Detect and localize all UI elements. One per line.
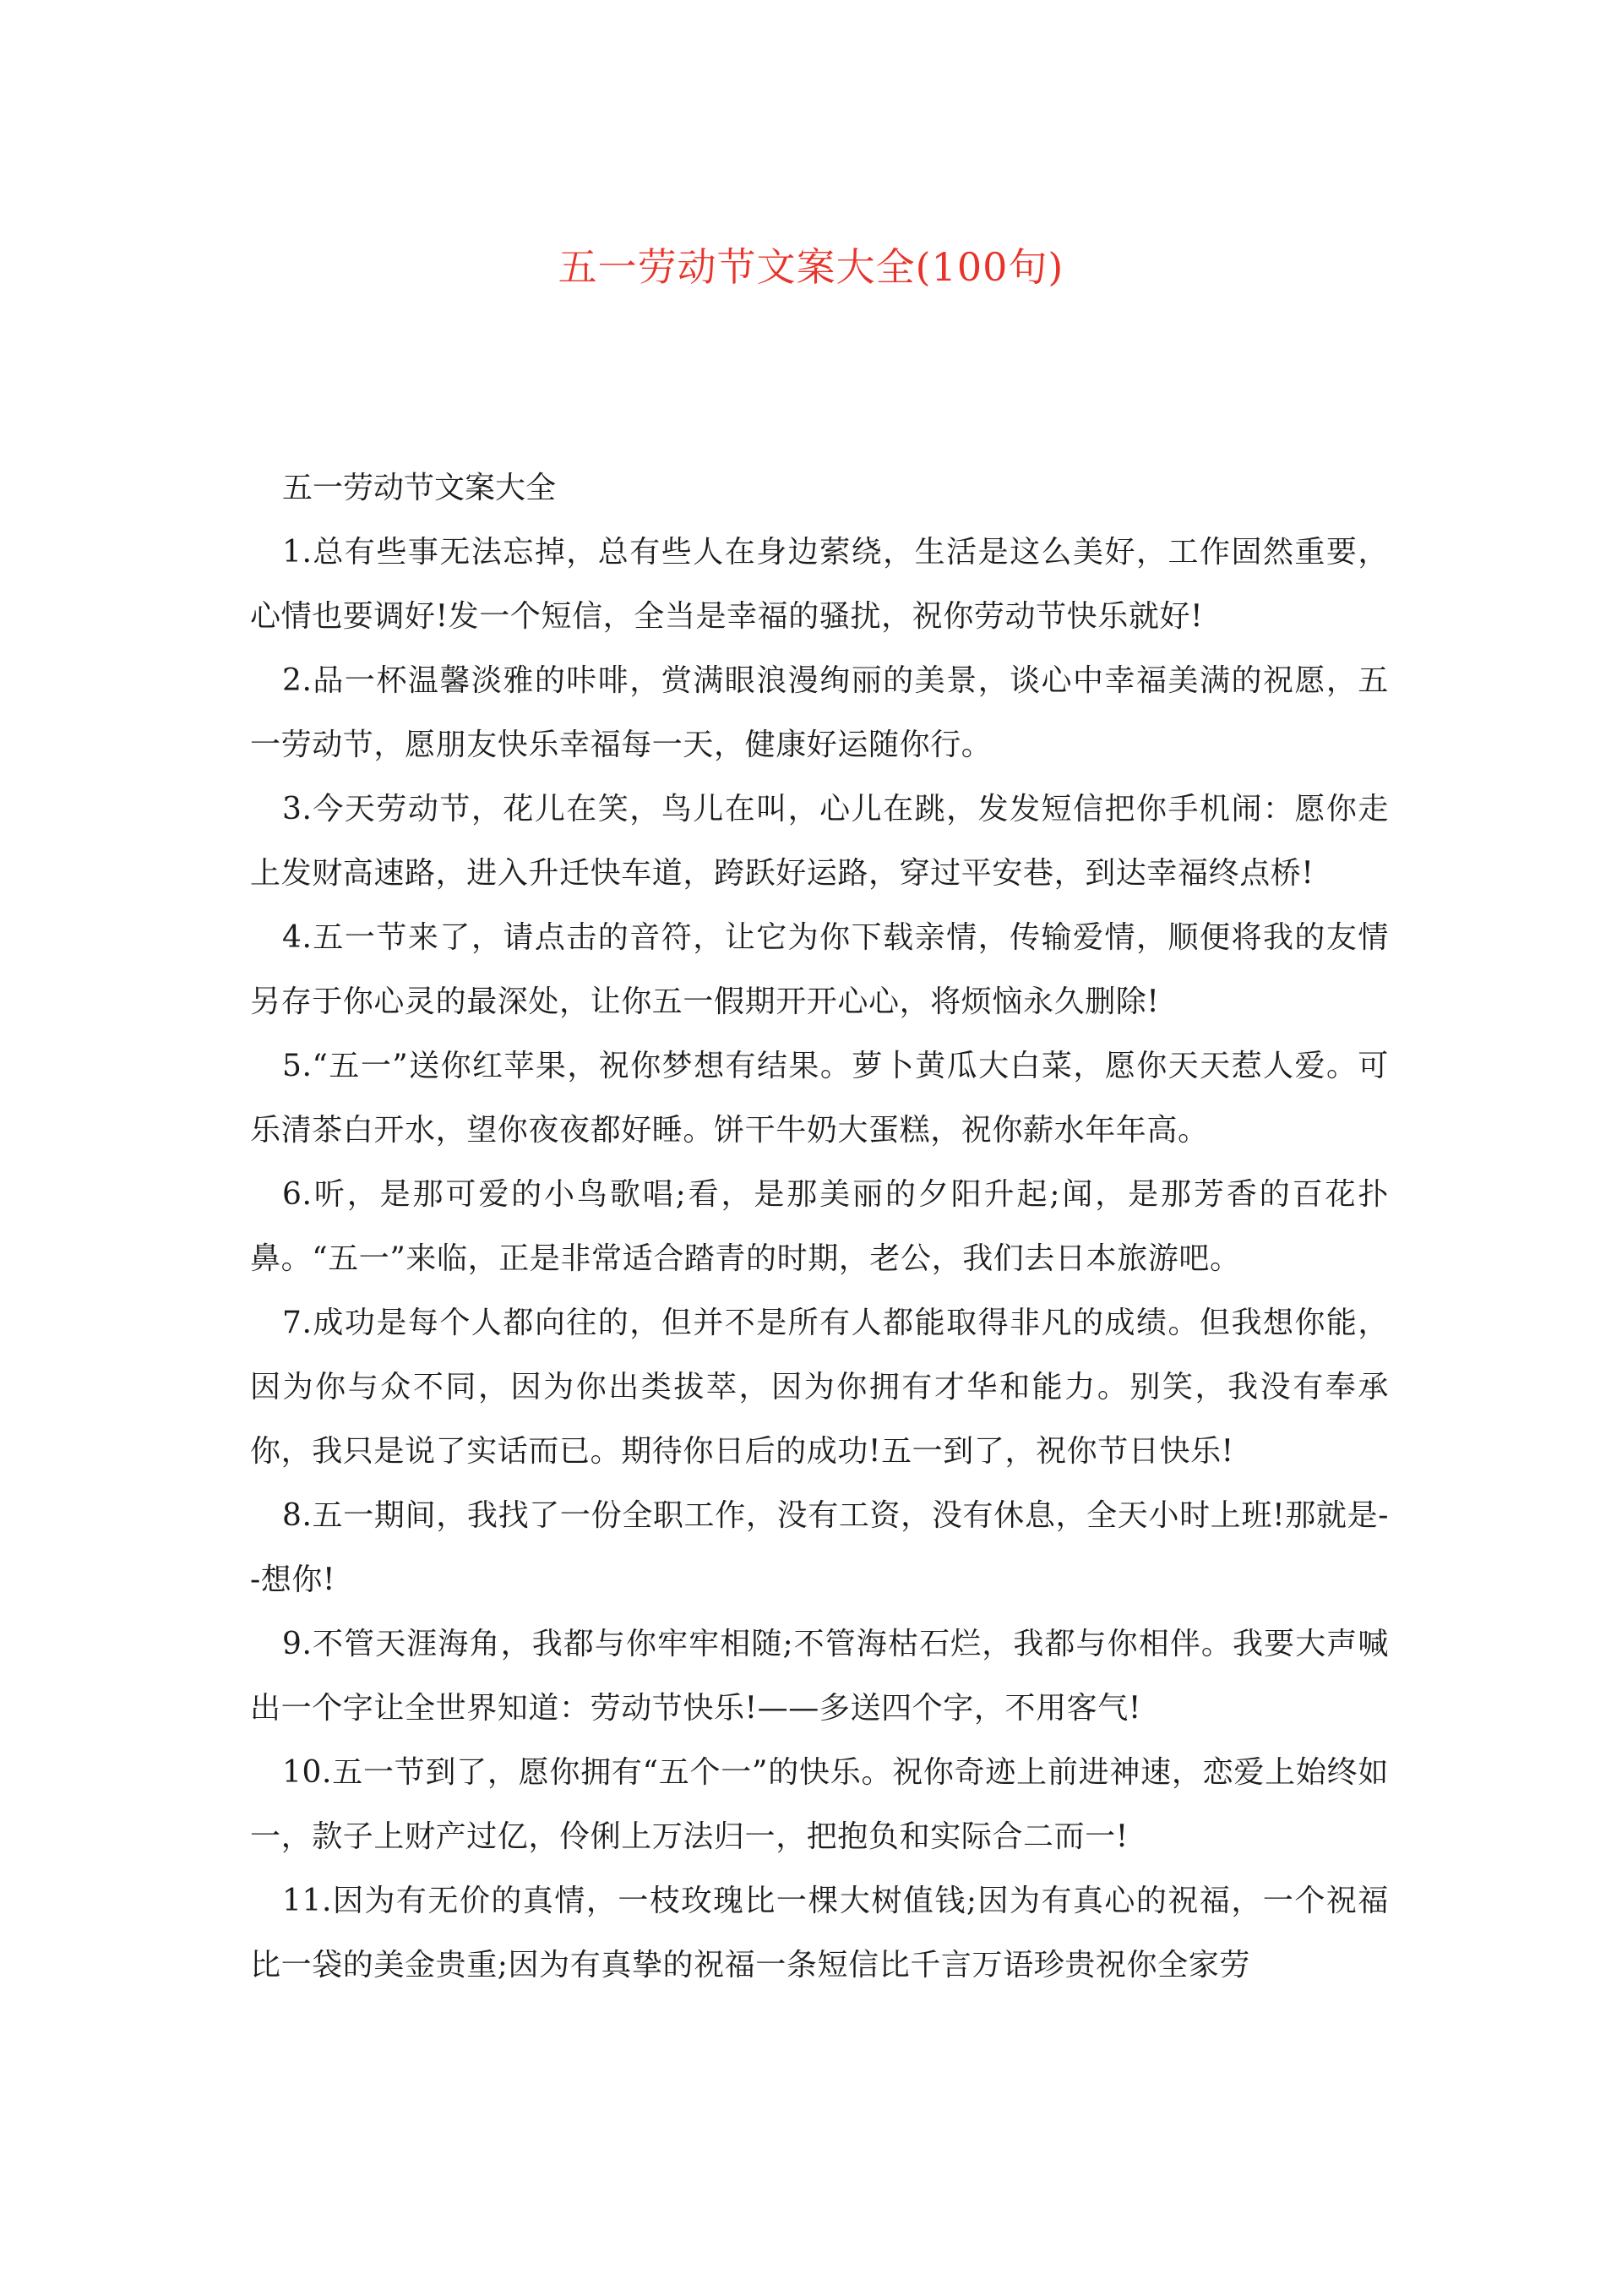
- document-body: [250, 456, 1389, 1998]
- list-item: 11.因为有无价的真情，一枝玫瑰比一棵大树值钱;因为有真心的祝福，一个祝福比一袋的美金贵重;因为有真挚的祝福一条短信比千言万语珍贵祝你全家劳: [250, 1884, 1389, 1982]
- document-title: 五一劳动节文案大全(100句): [558, 244, 1064, 290]
- list-item: 1.总有些事无法忘掉，总有些人在身边萦绕，生活是这么美好，工作固然重要，心情也要调好!发一个短信，全当是幸福的骚扰，祝你劳动节快乐就好!: [250, 535, 1389, 634]
- list-item: 9.不管天涯海角，我都与你牢牢相随;不管海枯石烂，我都与你相伴。我要大声喊出一个字让全世界知道：劳动节快乐!——多送四个字，不用客气!: [250, 1627, 1389, 1726]
- list-item: 4.五一节来了，请点击的音符，让它为你下载亲情，传输爱情，顺便将我的友情另存于你心灵的最深处，让你五一假期开开心心，将烦恼永久删除!: [250, 920, 1389, 1019]
- section-heading: 五一劳动节文案大全: [282, 471, 557, 505]
- list-item: 10.五一节到了，愿你拥有“五个一”的快乐。祝你奇迹上前进神速，恋爱上始终如一，款子上财产过亿，伶俐上万法归一，把抱负和实际合二而一!: [250, 1755, 1389, 1854]
- list-item: 8.五一期间，我找了一份全职工作，没有工资，没有休息，全天小时上班!那就是--想你!: [250, 1498, 1389, 1597]
- list-item: 6.听，是那可爱的小鸟歌唱;看，是那美丽的夕阳升起;闻，是那芳香的百花扑鼻。“五一”来临，正是非常适合踏青的时期，老公，我们去日本旅游吧。: [250, 1177, 1389, 1276]
- list-item: 7.成功是每个人都向往的，但并不是所有人都能取得非凡的成绩。但我想你能，因为你与众不同，因为你出类拔萃，因为你拥有才华和能力。别笑，我没有奉承你，我只是说了实话而已。期待你日后的成功!五一到了，祝你节日快乐!: [250, 1306, 1389, 1469]
- list-item: 5.“五一”送你红苹果，祝你梦想有结果。萝卜黄瓜大白菜，愿你天天惹人爱。可乐清茶白开水，望你夜夜都好睡。饼干牛奶大蛋糕，祝你薪水年年高。: [250, 1049, 1389, 1148]
- list-item: 3.今天劳动节，花儿在笑，鸟儿在叫，心儿在跳，发发短信把你手机闹：愿你走上发财高速路，进入升迁快车道，跨跃好运路，穿过平安巷，到达幸福终点桥!: [250, 792, 1389, 891]
- list-item: 2.品一杯温馨淡雅的咔啡，赏满眼浪漫绚丽的美景，谈心中幸福美满的祝愿，五一劳动节，愿朋友快乐幸福每一天，健康好运随你行。: [250, 663, 1389, 762]
